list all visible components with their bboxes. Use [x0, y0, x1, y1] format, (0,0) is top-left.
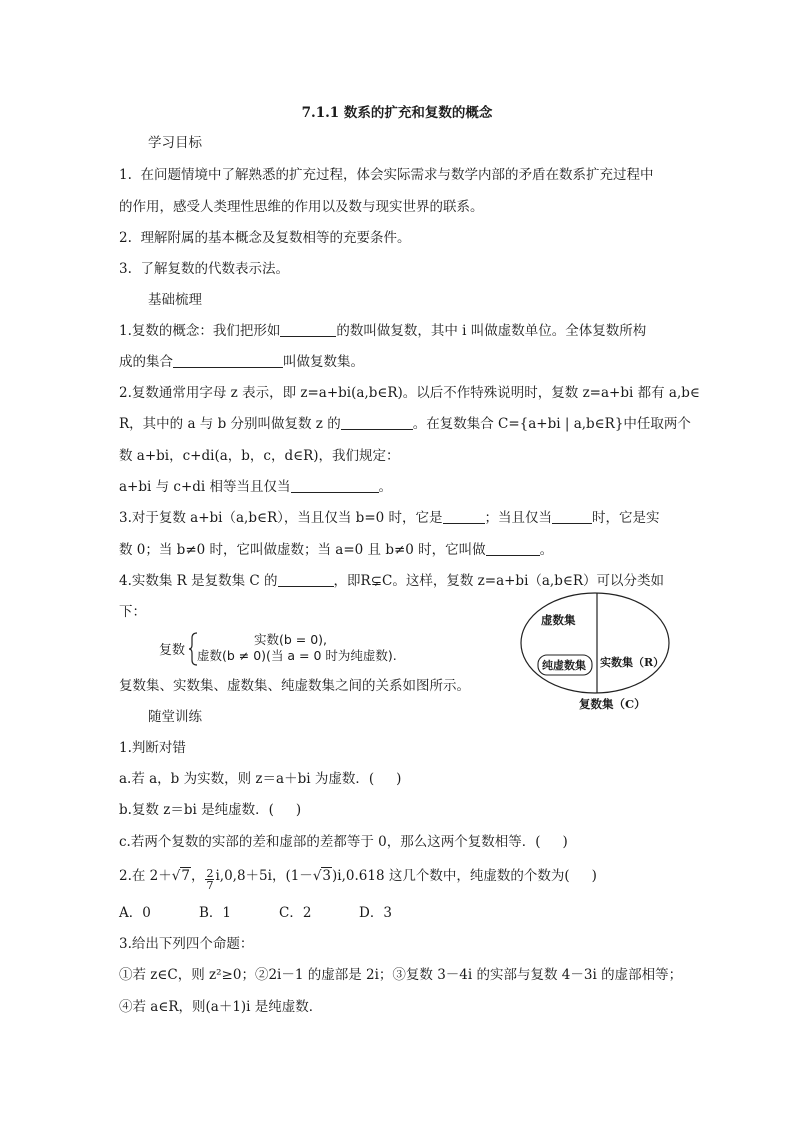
basics-line-1: [119, 322, 646, 340]
goal-3-text: 了解复数的代数表示法。: [140, 261, 289, 277]
goal-1-number: 1.: [119, 167, 132, 183]
pure-imaginary-set-label: 纯虚数集: [542, 659, 586, 672]
fill-blank[interactable]: [173, 353, 283, 368]
question-1a: [119, 770, 401, 788]
text: 4.实数集 R 是复数集 C 的: [119, 573, 278, 589]
goal-2: [119, 229, 410, 247]
basics-line-7: [119, 509, 660, 527]
goal-3-number: 3.: [119, 261, 132, 277]
question-1c: [119, 833, 568, 851]
sqrt-radicand: 7: [181, 868, 190, 884]
question-2-options: [119, 904, 439, 922]
text: ): [562, 834, 568, 850]
text: i,0,8＋5i，(1－: [215, 868, 313, 884]
basics-line-10: 下：: [119, 604, 146, 620]
sqrt-radicand: 3: [322, 868, 332, 884]
text: 时，它是实: [592, 510, 660, 526]
option-a[interactable]: A．0: [119, 905, 151, 921]
real-set-label: 实数集（R）: [600, 656, 665, 669]
question-2: 2.在 2＋√7， $\frac{2}{7}$ i,0,8＋5i，(1－√3)i,0.618 这几个数中，纯虚数的个数为( ): [119, 867, 597, 892]
fraction-denominator: 7: [206, 879, 214, 892]
text: R，其中的 a 与 b 分别叫做复数 z 的: [119, 416, 341, 432]
fill-blank[interactable]: [443, 509, 485, 524]
text: 。: [539, 542, 554, 558]
page-title: 7.1.1 数系的扩充和复数的概念: [301, 105, 493, 121]
section-heading-basics: 基础梳理: [148, 292, 202, 308]
fraction-numerator: 2: [206, 867, 214, 880]
fill-blank[interactable]: [552, 509, 592, 524]
fill-blank[interactable]: [278, 572, 334, 587]
imaginary-set-label: 虚数集: [541, 613, 576, 627]
basics-line-6: [119, 478, 392, 496]
complex-set-ellipse: [521, 593, 669, 693]
question-1: 1.判断对错: [119, 740, 186, 756]
fraction: [205, 868, 214, 891]
text: ): [591, 868, 597, 884]
venn-diagram: [515, 588, 675, 714]
option-d[interactable]: D．3: [359, 905, 392, 921]
text: ): [396, 771, 402, 787]
goal-2-text: 理解附属的基本概念及复数相等的充要条件。: [140, 230, 411, 246]
goal-2-number: 2.: [119, 230, 132, 246]
text: a+bi 与 c+di 相等当且仅当: [119, 479, 291, 495]
brace-row-imaginary: 虚数(b ≠ 0)(当 a = 0 时为纯虚数).: [197, 648, 397, 663]
text: 的数叫做复数，其中 i 叫做虚数单位。全体复数所构: [336, 323, 647, 339]
goal-1-line-1: [119, 166, 653, 184]
text: 1.复数的概念：我们把形如: [119, 323, 281, 339]
basics-line-11: 复数集、实数集、虚数集、纯虚数集之间的关系如图所示。: [119, 678, 470, 694]
question-1b: [119, 801, 301, 819]
text: 数 0；当 b≠0 时，它叫做虚数；当 a=0 且 b≠0 时，它叫做: [119, 542, 486, 558]
basics-line-4: [119, 415, 691, 433]
question-3-line-1: ①若 z∈C，则 z²≥0；②2i－1 的虚部是 2i；③复数 3－4i 的实部与复数 4－3i 的虚部相等；: [119, 967, 683, 983]
question-3-line-2: ④若 a∈R，则(a＋1)i 是纯虚数．: [119, 999, 323, 1015]
text: ；当且仅当: [484, 510, 553, 526]
text: ，: [190, 868, 205, 884]
text: b.复数 z＝bi 是纯虚数．(: [119, 802, 274, 818]
text: a.若 a，b 为实数，则 z＝a＋bi 为虚数．(: [119, 771, 375, 787]
section-heading-goals: 学习目标: [148, 135, 202, 151]
fill-blank[interactable]: [341, 415, 413, 430]
fill-blank[interactable]: [486, 541, 540, 556]
basics-line-5: 数 a+bi，c+di(a，b，c，d∈R)，我们规定：: [119, 448, 400, 464]
brace-label: 复数: [159, 643, 186, 658]
basics-line-8: [119, 541, 553, 559]
text: ): [295, 802, 302, 818]
basics-line-2: [119, 353, 364, 371]
goal-3: [119, 260, 289, 278]
section-heading-practice: 随堂训练: [148, 709, 202, 725]
text: 成的集合: [119, 354, 173, 370]
text: 。在复数集合 C={a+bi | a,b∈R}中任取两个: [412, 416, 691, 432]
option-c[interactable]: C．2: [279, 905, 312, 921]
option-b[interactable]: B．1: [199, 905, 232, 921]
text: 3.对于复数 a+bi（a,b∈R），当且仅当 b=0 时，它是: [119, 510, 443, 526]
fill-blank[interactable]: [291, 478, 379, 493]
fill-blank[interactable]: [280, 322, 336, 337]
text: ，即R⊊C。这样，复数 z=a+bi（a,b∈R）可以分类如: [333, 573, 665, 589]
text: c.若两个复数的实部的差和虚部的差都等于 0，那么这两个复数相等．(: [119, 834, 541, 850]
text: 2.在 2＋: [119, 868, 172, 884]
question-3: 3.给出下列四个命题：: [119, 936, 254, 952]
brace-row-real: 实数(b = 0),: [254, 632, 328, 647]
text: )i,0.618 这几个数中，纯虚数的个数为(: [332, 868, 570, 884]
goal-1-text-a: 在问题情境中了解熟悉的扩充过程，体会实际需求与数学内部的矛盾在数系扩充过程中: [140, 167, 654, 183]
basics-line-3: 2.复数通常用字母 z 表示，即 z=a+bi(a,b∈R)。以后不作特殊说明时，复数 z=a+bi 都有 a,b∈: [119, 385, 700, 401]
text: 叫做复数集。: [283, 354, 364, 370]
text: 。: [378, 479, 393, 495]
complex-set-label: 复数集（C）: [579, 697, 646, 711]
goal-1-line-2: 的作用，感受人类理性思维的作用以及数与现实世界的联系。: [119, 199, 484, 215]
